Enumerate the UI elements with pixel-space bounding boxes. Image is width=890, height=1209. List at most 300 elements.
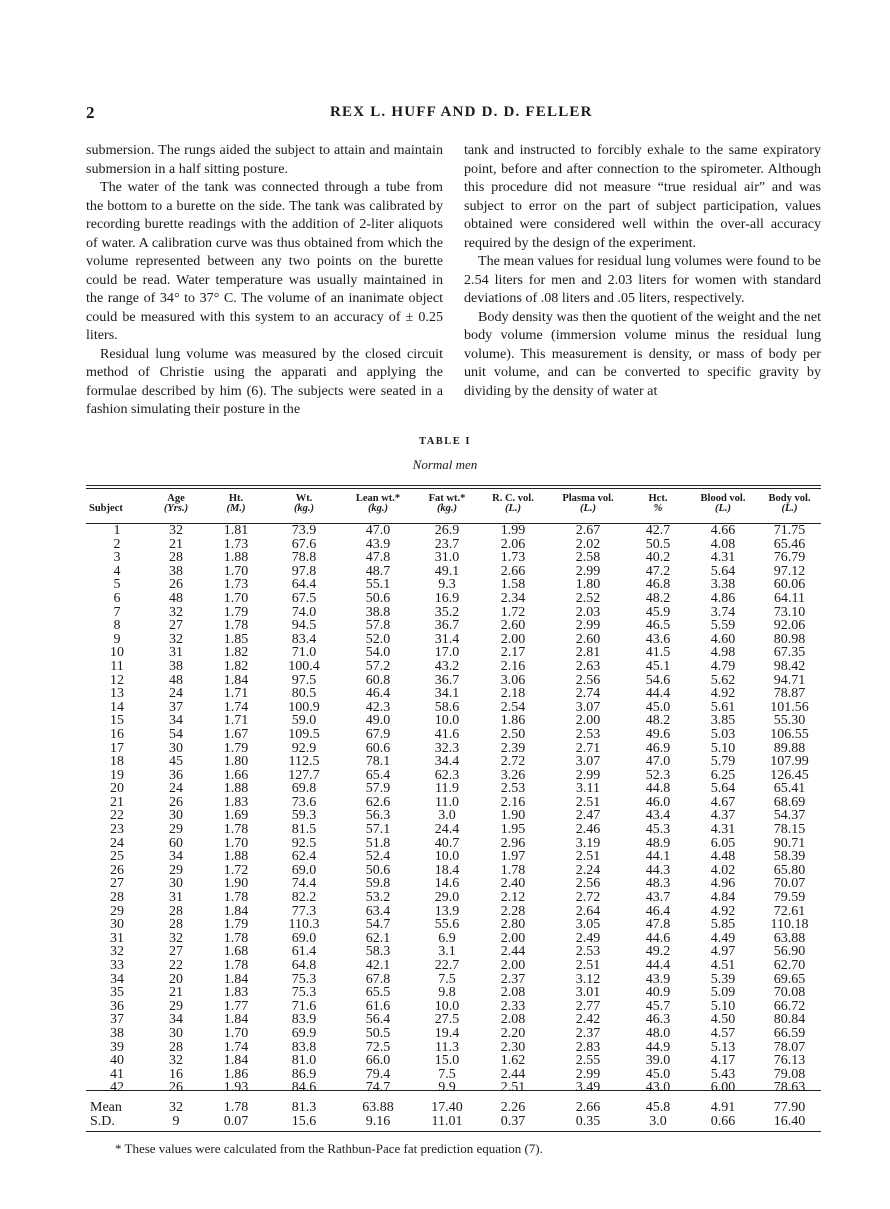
table-cell: 2.46: [575, 822, 601, 838]
table-cell: 2.53: [575, 726, 601, 742]
row-label-cell: 9: [113, 631, 121, 647]
table-cell: 79.59: [773, 890, 806, 906]
table-cell: 81.5: [291, 822, 317, 838]
table-cell: 5.64: [710, 563, 736, 579]
table-cell: 4.67: [710, 794, 736, 810]
table-cell: 46.5: [645, 618, 671, 634]
table-cell: 1.62: [500, 1053, 526, 1069]
row-label-cell: 24: [110, 835, 124, 851]
table-cell: 4.31: [710, 822, 736, 838]
table-cell: 1.73: [500, 550, 526, 566]
table-cell: 2.80: [500, 917, 526, 933]
table-cell: 29: [169, 862, 183, 878]
table-header-row: [86, 492, 821, 520]
table-cell: 1.80: [223, 754, 249, 770]
table-cell: 47.2: [645, 563, 671, 579]
table-row: [86, 578, 821, 592]
table-cell: 67.35: [773, 645, 806, 661]
row-label-cell: 38: [110, 1025, 124, 1041]
table-cell: 80.84: [773, 1012, 806, 1028]
summary-row: [86, 1095, 821, 1115]
table-row: [86, 1013, 821, 1027]
table-cell: 2.63: [575, 658, 601, 674]
table-cell: 79.4: [365, 1066, 391, 1082]
table-cell: 47.0: [365, 523, 391, 538]
row-label-cell: 23: [110, 822, 124, 838]
table-cell: 2.49: [575, 930, 601, 946]
table-cell: 73.10: [773, 604, 806, 620]
table-cell: 64.11: [774, 590, 805, 606]
table-cell: 26: [169, 1080, 183, 1096]
table-cell: 4.96: [710, 876, 736, 892]
table-cell: 64.8: [291, 958, 317, 973]
table-row: [86, 837, 821, 851]
table-cell: 2.96: [500, 835, 526, 851]
table-cell: 1.86: [223, 1066, 249, 1082]
table-cell: 2.51: [500, 1080, 526, 1096]
table-row: [86, 1041, 821, 1055]
table-cell: 67.8: [365, 971, 391, 987]
table-cell: 15.0: [434, 1053, 460, 1069]
table-cell: 44.1: [645, 849, 671, 865]
table-row: [86, 1054, 821, 1068]
column-header-unit: (L.): [714, 503, 732, 514]
row-label-cell: 35: [110, 985, 124, 1001]
table-row: [86, 986, 821, 1000]
table-cell: 65.46: [773, 536, 806, 552]
table-row: [86, 1027, 821, 1041]
table-cell: 1.78: [223, 1099, 249, 1115]
row-label-cell: 31: [110, 930, 124, 946]
column-header-name: Lean wt.*: [355, 493, 401, 504]
table-cell: 1.84: [223, 672, 249, 688]
left-text-column: [86, 141, 443, 419]
table-cell: 4.97: [710, 944, 736, 960]
table-row: [86, 565, 821, 579]
table-cell: 72.5: [365, 1039, 391, 1055]
table-cell: 37: [169, 699, 183, 715]
row-label-cell: 17: [110, 740, 124, 756]
row-label-cell: 20: [110, 781, 124, 797]
table-row: [86, 891, 821, 905]
row-label-cell: 6: [113, 590, 121, 606]
table-cell: 92.06: [773, 618, 806, 634]
table-cell: 2.54: [500, 699, 526, 715]
table-cell: 5.39: [710, 971, 736, 987]
row-label-cell: 28: [110, 890, 124, 906]
table-row: [86, 959, 821, 973]
table-cell: 2.66: [500, 563, 526, 579]
table-cell: 100.4: [288, 658, 320, 674]
row-label-cell: 3: [113, 550, 121, 566]
table-bottom-rule: [86, 1131, 821, 1132]
table-cell: 55.30: [773, 713, 806, 729]
column-header: [548, 492, 628, 520]
table-cell: 43.9: [645, 971, 671, 987]
table-cell: 69.0: [291, 930, 317, 946]
table-cell: 63.88: [773, 930, 806, 946]
table-cell: 1.84: [223, 1053, 249, 1069]
table-cell: 29: [169, 822, 183, 838]
row-label-cell: 5: [113, 577, 121, 593]
table-cell: 1.82: [223, 645, 249, 661]
table-cell: 2.03: [575, 604, 601, 620]
table-cell: 4.51: [710, 958, 736, 973]
table-cell: 4.02: [710, 862, 736, 878]
table-cell: 10.0: [434, 713, 460, 729]
table-cell: 43.4: [645, 808, 671, 824]
table-cell: 63.4: [365, 903, 391, 919]
table-cell: 1.78: [223, 930, 249, 946]
table-cell: 92.9: [291, 740, 317, 756]
table-footnote: * These values were calculated from the Rathbun-Pace fat prediction equation (7).: [115, 1141, 543, 1156]
table-cell: 1.70: [223, 835, 249, 851]
table-cell: 48: [169, 590, 183, 606]
paragraph: The mean values for residual lung volumes were found to be 2.54 liters for men and 2.03 liters for women with standard deviations of .08 liters and .05 liters, respectively.: [464, 253, 821, 306]
table-cell: 36: [169, 767, 183, 783]
row-label-cell: S.D.: [90, 1113, 115, 1129]
table-cell: 17.40: [431, 1099, 463, 1115]
table-cell: 1.74: [223, 1039, 249, 1055]
table-cell: 3.07: [575, 754, 601, 770]
table-cell: 2.56: [575, 672, 601, 688]
table-cell: 15.6: [291, 1113, 317, 1129]
table-cell: 54.0: [365, 645, 391, 661]
table-cell: 77.3: [291, 903, 317, 919]
table-cell: 1.85: [223, 631, 249, 647]
table-cell: 1.67: [223, 726, 249, 742]
row-label-cell: 33: [110, 958, 124, 973]
table-cell: 4.48: [710, 849, 736, 865]
table-cell: 50.5: [365, 1025, 391, 1041]
table-cell: 40.2: [645, 550, 671, 566]
table-cell: 45.8: [645, 1099, 671, 1115]
table-cell: 2.99: [575, 563, 601, 579]
table-cell: 74.7: [365, 1080, 391, 1096]
table-cell: 30: [169, 1025, 183, 1041]
column-header-unit: (L.): [579, 503, 597, 514]
row-label-cell: 22: [110, 808, 124, 824]
table-cell: 30: [169, 876, 183, 892]
table-row: [86, 520, 821, 538]
table-cell: 126.45: [770, 767, 809, 783]
table-cell: 46.3: [645, 1012, 671, 1028]
table-cell: 52.0: [365, 631, 391, 647]
table-cell: 59.3: [291, 808, 317, 824]
table-cell: 50.5: [645, 536, 671, 552]
table-cell: 21: [169, 985, 183, 1001]
table-cell: 1.84: [223, 903, 249, 919]
table-cell: 1.71: [223, 686, 249, 702]
table-row: [86, 606, 821, 620]
table-row: [86, 932, 821, 946]
row-label-cell: 12: [110, 672, 124, 688]
table-cell: 3.0: [438, 808, 456, 824]
table-cell: 30: [169, 740, 183, 756]
table-cell: 2.16: [500, 794, 526, 810]
table-cell: 9.16: [365, 1113, 391, 1129]
table-cell: 27.5: [434, 1012, 460, 1028]
table-cell: 5.61: [710, 699, 736, 715]
table-cell: 70.07: [773, 876, 806, 892]
table-cell: 32.3: [434, 740, 460, 756]
table-cell: 2.81: [575, 645, 601, 661]
table-cell: 4.86: [710, 590, 736, 606]
table-cell: 3.1: [438, 944, 456, 960]
table-cell: 1.88: [223, 550, 249, 566]
table-cell: 5.10: [710, 740, 736, 756]
column-header-unit: (L.): [781, 503, 798, 514]
table-cell: 19.4: [434, 1025, 460, 1041]
table-cell: 56.3: [365, 808, 391, 824]
table-cell: 50.6: [365, 590, 391, 606]
table-row: [86, 674, 821, 688]
table-cell: 58.39: [773, 849, 806, 865]
table-cell: 16.40: [773, 1113, 806, 1129]
table-row: [86, 728, 821, 742]
table-cell: 1.90: [223, 876, 249, 892]
table-cell: 31.0: [434, 550, 460, 566]
table-cell: 4.91: [710, 1099, 736, 1115]
table-cell: 70.08: [773, 985, 806, 1001]
row-label-cell: Mean: [90, 1099, 122, 1115]
table-cell: 36.7: [434, 672, 460, 688]
table-cell: 50.6: [365, 862, 391, 878]
table-cell: 2.42: [575, 1012, 601, 1028]
table-cell: 49.2: [645, 944, 671, 960]
table-cell: 1.68: [223, 944, 249, 960]
table-cell: 27: [169, 618, 183, 634]
table-cell: 23.7: [434, 536, 460, 552]
table-cell: 2.00: [500, 958, 526, 973]
table-cell: 4.92: [710, 686, 736, 702]
table-cell: 100.9: [288, 699, 320, 715]
table-cell: 57.9: [365, 781, 391, 797]
table-cell: 32: [169, 604, 183, 620]
table-cell: 65.5: [365, 985, 391, 1001]
table-cell: 48.2: [645, 590, 671, 606]
table-cell: 83.9: [291, 1012, 317, 1028]
table-cell: 2.00: [500, 930, 526, 946]
table-cell: 47.8: [365, 550, 391, 566]
table-cell: 4.57: [710, 1025, 736, 1041]
table-cell: 83.4: [291, 631, 317, 647]
table-cell: 1.95: [500, 822, 526, 838]
table-cell: 81.0: [291, 1053, 317, 1069]
table-cell: 69.0: [291, 862, 317, 878]
table-cell: 43.9: [365, 536, 391, 552]
column-header-name: Hct.: [648, 493, 668, 504]
table-cell: 2.60: [500, 618, 526, 634]
table-cell: 1.77: [223, 998, 249, 1014]
table-cell: 34.4: [434, 754, 460, 770]
table-cell: 2.53: [500, 781, 526, 797]
table-cell: 9.3: [438, 577, 456, 593]
column-header: [86, 492, 148, 520]
table-cell: 11.9: [435, 781, 459, 797]
table-cell: 1.90: [500, 808, 526, 824]
table-cell: 48.7: [365, 563, 391, 579]
column-header-unit: (M.): [226, 503, 246, 514]
table-cell: 29.0: [434, 890, 460, 906]
row-label-cell: 10: [110, 645, 124, 661]
table-cell: 0.07: [223, 1113, 249, 1129]
table-cell: 2.99: [575, 1066, 601, 1082]
table-cell: 55.1: [365, 577, 391, 593]
table-cell: 1.78: [223, 822, 249, 838]
table-cell: 2.18: [500, 686, 526, 702]
table-cell: 1.79: [223, 740, 249, 756]
table-cell: 2.44: [500, 1066, 526, 1082]
table-cell: 6.9: [438, 930, 456, 946]
table-cell: 4.37: [710, 808, 736, 824]
table-row: [86, 687, 821, 701]
table-cell: 2.71: [575, 740, 601, 756]
table-cell: 97.5: [291, 672, 317, 688]
table-cell: 92.5: [291, 835, 317, 851]
table-cell: 98.42: [773, 658, 806, 674]
table-cell: 36.7: [434, 618, 460, 634]
table-cell: 3.07: [575, 699, 601, 715]
table-cell: 48: [169, 672, 183, 688]
table-cell: 57.1: [365, 822, 391, 838]
column-header: [268, 492, 340, 520]
table-cell: 1.70: [223, 590, 249, 606]
table-cell: 4.60: [710, 631, 736, 647]
table-cell: 28: [169, 550, 183, 566]
table-cell: 32: [169, 631, 183, 647]
table-cell: 4.17: [710, 1053, 736, 1069]
table-cell: 54.6: [645, 672, 671, 688]
table-cell: 49.0: [365, 713, 391, 729]
table-cell: 52.4: [365, 849, 391, 865]
table-cell: 3.05: [575, 917, 601, 933]
table-cell: 3.01: [575, 985, 601, 1001]
table-cell: 4.66: [710, 523, 736, 538]
table-cell: 2.00: [575, 713, 601, 729]
table-cell: 42.1: [365, 958, 391, 973]
table-cell: 32: [169, 523, 183, 538]
table-cell: 1.80: [575, 577, 601, 593]
table-cell: 2.34: [500, 590, 526, 606]
column-header: [478, 492, 548, 520]
table-cell: 1.70: [223, 563, 249, 579]
table-cell: 22: [169, 958, 183, 973]
table-top-rule: [86, 485, 821, 486]
table-cell: 65.80: [773, 862, 806, 878]
table-cell: 35.2: [434, 604, 460, 620]
column-header: [340, 492, 416, 520]
table-cell: 2.24: [575, 862, 601, 878]
table-row: [86, 945, 821, 959]
table-cell: 2.20: [500, 1025, 526, 1041]
table-cell: 1.70: [223, 1025, 249, 1041]
table-cell: 43.2: [434, 658, 460, 674]
table-cell: 22.7: [434, 958, 460, 973]
normal-men-table: [86, 492, 821, 1128]
table-cell: 2.66: [575, 1099, 601, 1115]
table-cell: 3.11: [576, 781, 600, 797]
table-cell: 69.9: [291, 1025, 317, 1041]
table-cell: 46.4: [645, 903, 671, 919]
table-cell: 53.2: [365, 890, 391, 906]
table-cell: 57.2: [365, 658, 391, 674]
table-cell: 1.72: [223, 862, 249, 878]
paragraph: Residual lung volume was measured by the closed circuit method of Christie using the apparati and applying the formulae described by him (6). The subjects were seated in a fashion simulating their posture in the: [86, 345, 443, 417]
right-text-column: [464, 141, 821, 400]
table-cell: 4.31: [710, 550, 736, 566]
table-cell: 5.64: [710, 781, 736, 797]
table-cell: 1.58: [500, 577, 526, 593]
table-cell: 46.9: [645, 740, 671, 756]
table-cell: 83.8: [291, 1039, 317, 1055]
table-cell: 34: [169, 1012, 183, 1028]
table-cell: 39.0: [645, 1053, 671, 1069]
table-cell: 73.6: [291, 794, 317, 810]
table-cell: 80.98: [773, 631, 806, 647]
table-cell: 44.8: [645, 781, 671, 797]
table-row: [86, 973, 821, 987]
row-label-cell: 2: [113, 536, 121, 552]
table-cell: 2.16: [500, 658, 526, 674]
table-cell: 43.0: [645, 1080, 671, 1096]
column-header: [688, 492, 758, 520]
table-cell: 60.06: [773, 577, 806, 593]
table-cell: 62.6: [365, 794, 391, 810]
table-row: [86, 850, 821, 864]
table-cell: 3.19: [575, 835, 601, 851]
table-cell: 79.08: [773, 1066, 806, 1082]
row-label-cell: 21: [110, 794, 124, 810]
row-label-cell: 8: [113, 618, 121, 634]
table-cell: 2.47: [575, 808, 601, 824]
table-cell: 5.10: [710, 998, 736, 1014]
table-cell: 44.4: [645, 686, 671, 702]
column-header-unit: (L.): [504, 503, 522, 514]
table-row: [86, 1081, 821, 1095]
table-cell: 4.50: [710, 1012, 736, 1028]
table-cell: 4.92: [710, 903, 736, 919]
table-cell: 67.9: [365, 726, 391, 742]
table-cell: 76.13: [773, 1053, 806, 1069]
page-number: 2: [86, 103, 95, 122]
table-cell: 78.1: [365, 754, 391, 770]
table-cell: 60.6: [365, 740, 391, 756]
table-cell: 71.6: [291, 998, 317, 1014]
table-cell: 14.6: [434, 876, 460, 892]
table-cell: 6.00: [710, 1080, 736, 1096]
table-cell: 6.05: [710, 835, 736, 851]
table-row: [86, 742, 821, 756]
table-row: [86, 796, 821, 810]
table-row: [86, 864, 821, 878]
table-cell: 43.7: [645, 890, 671, 906]
table-row: [86, 782, 821, 796]
table-cell: 1.79: [223, 604, 249, 620]
table-cell: 73.9: [291, 523, 317, 538]
table-cell: 46.0: [645, 794, 671, 810]
table-cell: 94.71: [773, 672, 806, 688]
row-label-cell: 16: [110, 726, 124, 742]
table-cell: 44.3: [645, 862, 671, 878]
table-cell: 106.55: [770, 726, 809, 742]
table-cell: 2.77: [575, 998, 601, 1014]
table-cell: 101.56: [770, 699, 809, 715]
paragraph: tank and instructed to forcibly exhale to the same expiratory point, before and after connection to the spirometer. Although this procedure did not measure “true residual air” and was subject to error on the part of subject participation, values obtained were considered well within the over-all accuracy required by the design of the experiment.: [464, 142, 821, 251]
summary-row: [86, 1115, 821, 1129]
paragraph: Body density was then the quotient of the weight and the net body volume (immersion volume minus the residual lung volume). This measurement is density, or mass of body per unit volume, and can be converted to specific gravity by dividing by the density of water at: [464, 308, 821, 399]
table-cell: 32: [169, 1099, 183, 1115]
